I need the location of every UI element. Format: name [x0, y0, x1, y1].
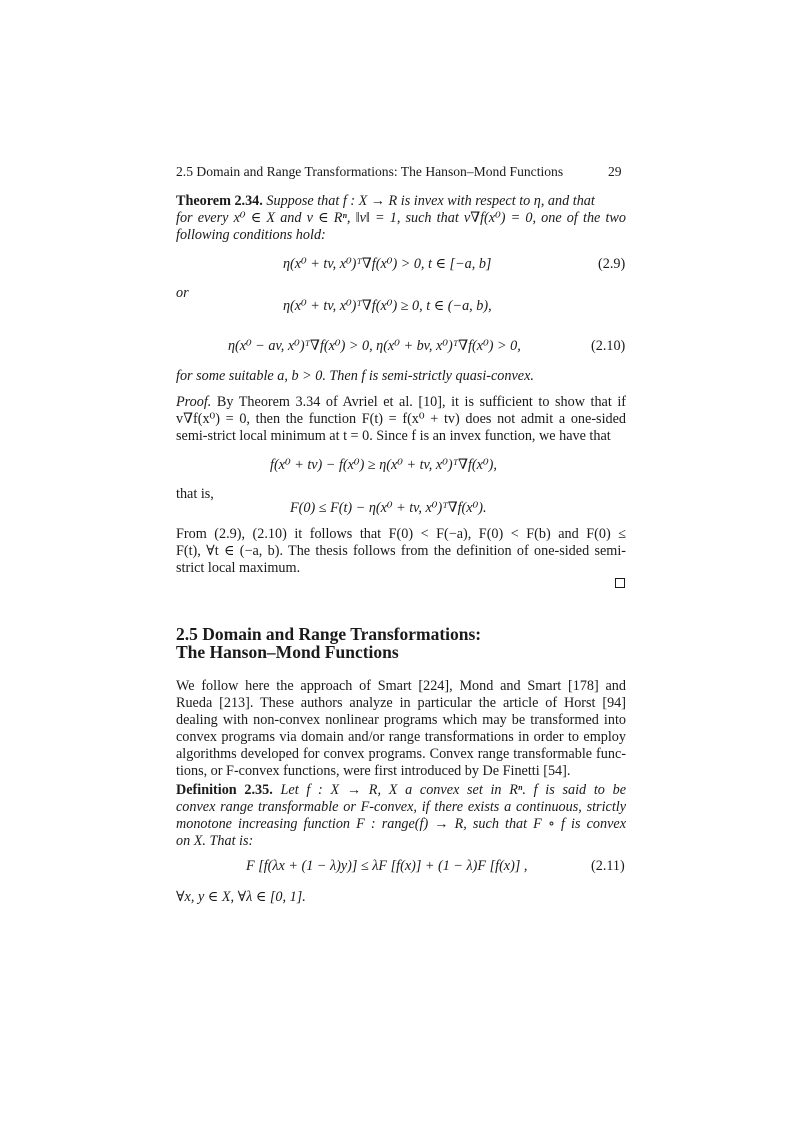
theorem-line-3: following conditions hold:: [176, 227, 326, 243]
definition-line-2: convex range transformable or F-convex, if there exists a continuous, strictly: [176, 799, 626, 815]
section-para-line-2: Rueda [213]. These authors analyze in particular the article of Horst [94]: [176, 695, 626, 711]
proof-label: Proof.: [176, 394, 212, 410]
equation-alt-condition: η(x⁰ + tv, x⁰)ᵀ∇f(x⁰) ≥ 0, t ∈ (−a, b),: [283, 298, 492, 314]
theorem-or: or: [176, 285, 189, 301]
section-para-line-4: convex programs via domain and/or range transformations in order to employ: [176, 729, 626, 745]
proof-line-5: F(t), ∀t ∈ (−a, b). The thesis follows from the definition of one-sided semi-: [176, 543, 626, 559]
proof-equation-1: f(x⁰ + tv) − f(x⁰) ≥ η(x⁰ + tv, x⁰)ᵀ∇f(x⁰),: [270, 457, 497, 473]
equation-number-2-11: (2.11): [591, 858, 625, 874]
definition-line-4: on X. That is:: [176, 833, 254, 849]
equation-2-10: η(x⁰ − av, x⁰)ᵀ∇f(x⁰) > 0, η(x⁰ + bv, x⁰)ᵀ∇f(x⁰) > 0,: [228, 338, 521, 354]
proof-line-4: From (2.9), (2.10) it follows that F(0) < F(−a), F(0) < F(b) and F(0) ≤: [176, 526, 626, 542]
proof-line-2: v∇f(x⁰) = 0, then the function F(t) = f(x⁰ + tv) does not admit a one-sided: [176, 411, 626, 427]
proof-line-3: semi-strict local minimum at t = 0. Since f is an invex function, we have that: [176, 428, 611, 444]
theorem-line-1: [176, 192, 626, 210]
definition-line-1: [176, 781, 626, 799]
section-para-line-3: dealing with non-convex nonlinear programs which may be transformed into: [176, 712, 626, 728]
theorem-conclusion: for some suitable a, b > 0. Then f is semi-strictly quasi-convex.: [176, 368, 534, 384]
equation-number-2-9: (2.9): [598, 256, 626, 272]
section-para-line-6: tions, or F-convex functions, were first introduced by De Finetti [54].: [176, 763, 571, 779]
running-title: 2.5 Domain and Range Transformations: The Hanson–Mond Functions: [176, 164, 564, 179]
definition-label: Definition 2.35.: [176, 782, 273, 798]
page-number: 29: [608, 164, 622, 179]
equation-2-9: η(x⁰ + tv, x⁰)ᵀ∇f(x⁰) > 0, t ∈ [−a, b]: [283, 256, 492, 272]
equation-2-11: F [f(λx + (1 − λ)y)] ≤ λF [f(x)] + (1 − λ)F [f(x)] ,: [246, 858, 528, 874]
theorem-line-2: for every x⁰ ∈ X and v ∈ Rⁿ, ‖v‖ = 1, such that v∇f(x⁰) = 0, one of the two: [176, 210, 626, 226]
section-heading-line-1: 2.5 Domain and Range Transformations:: [176, 624, 482, 644]
proof-line-1: [176, 393, 626, 411]
section-para-line-1: We follow here the approach of Smart [224], Mond and Smart [178] and: [176, 678, 626, 694]
theorem-label: Theorem 2.34.: [176, 193, 263, 209]
equation-number-2-10: (2.10): [591, 338, 626, 354]
section-para-line-5: algorithms developed for convex programs. Convex range transformable func-: [176, 746, 626, 762]
theorem-statement-start: Suppose that f : X → R is invex with respect to η, and that: [266, 193, 595, 209]
proof-that-is: that is,: [176, 486, 214, 502]
definition-quantifier: ∀x, y ∈ X, ∀λ ∈ [0, 1].: [176, 889, 306, 905]
section-heading-line-2: The Hanson–Mond Functions: [176, 642, 399, 662]
definition-statement-start: Let f : X → R, X a convex set in Rⁿ. f is said to be: [280, 782, 627, 798]
proof-text-start: By Theorem 3.34 of Avriel et al. [10], it is sufficient to show that if: [216, 394, 627, 410]
proof-equation-2: F(0) ≤ F(t) − η(x⁰ + tv, x⁰)ᵀ∇f(x⁰).: [290, 500, 487, 516]
proof-line-6: strict local maximum.: [176, 560, 301, 576]
qed-square-icon: [615, 578, 625, 588]
definition-line-3: monotone increasing function F : range(f) → R, such that F ∘ f is convex: [176, 816, 626, 832]
